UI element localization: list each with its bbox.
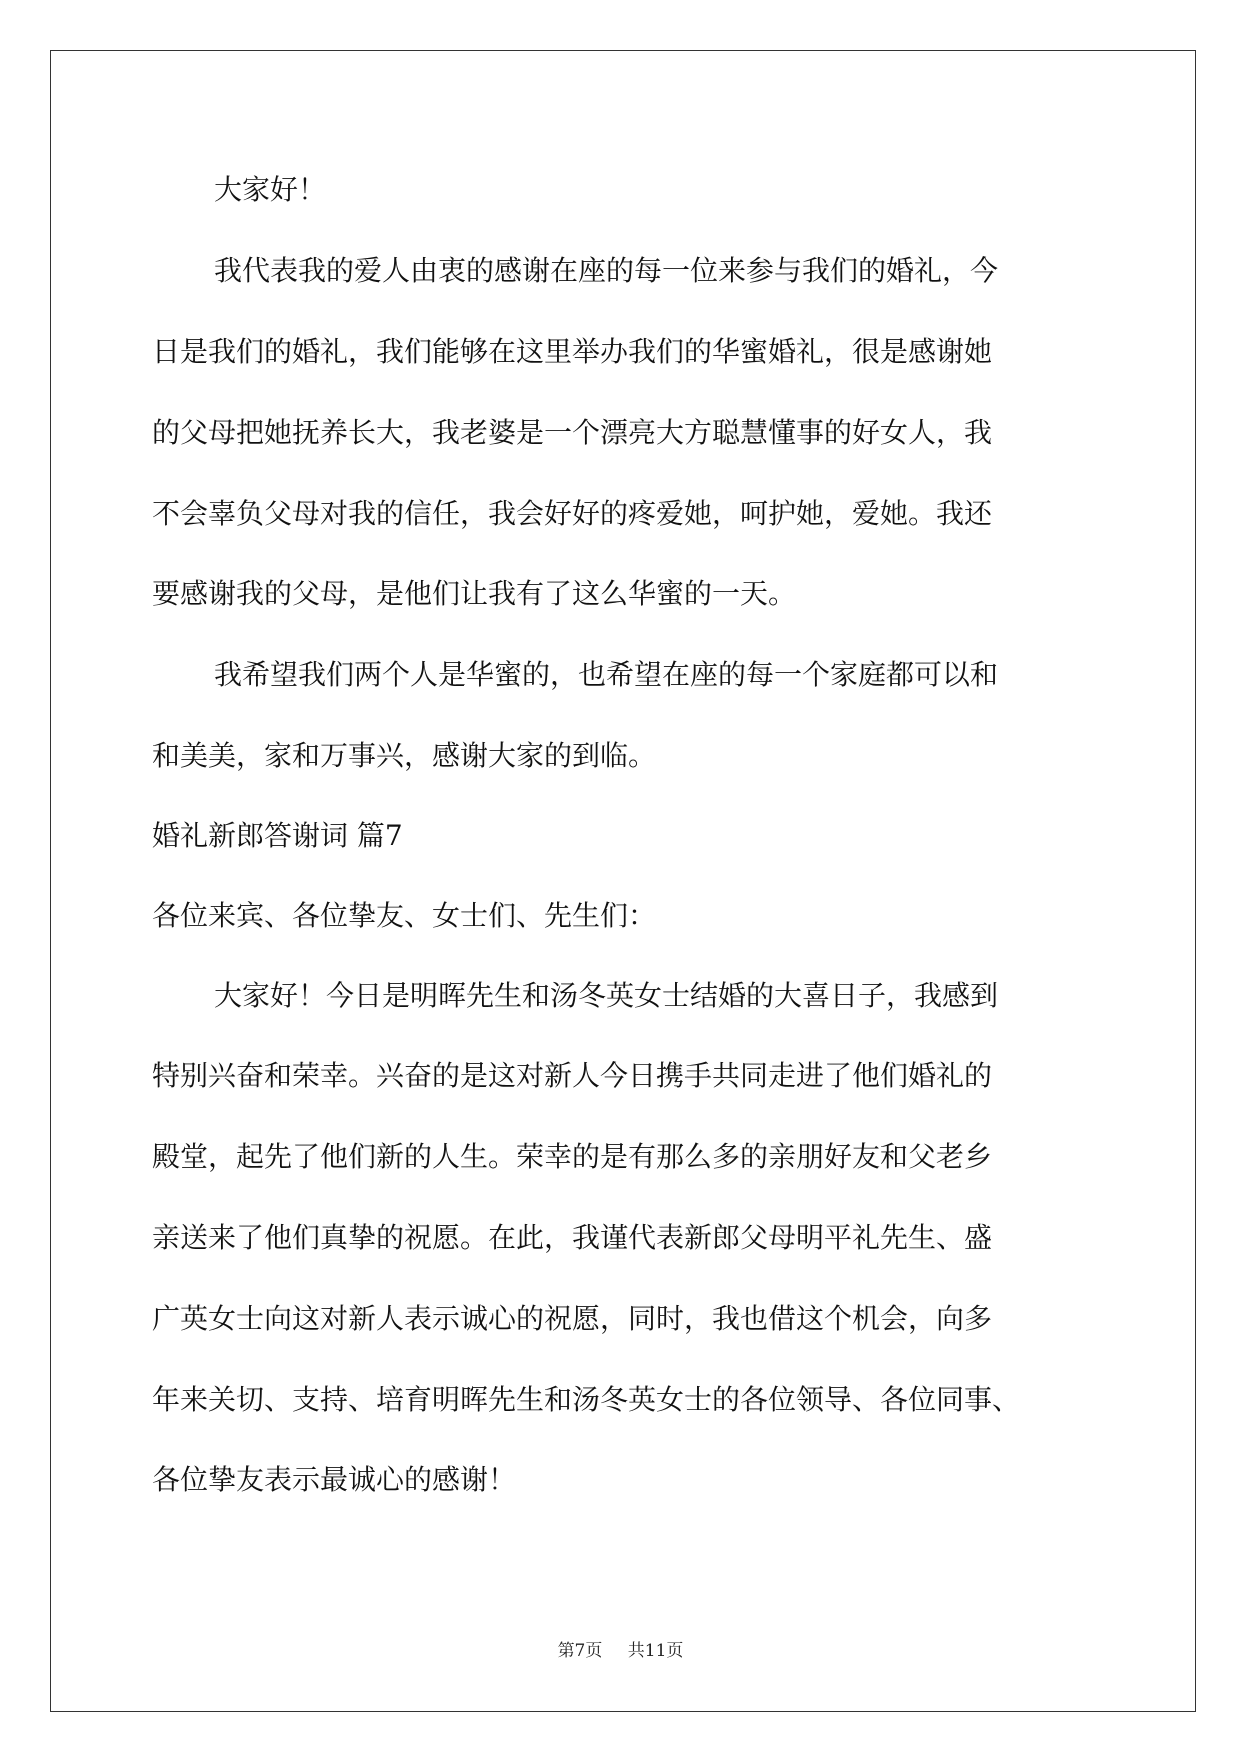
- paragraph-line: 日是我们的婚礼，我们能够在这里举办我们的华蜜婚礼，很是感谢她: [152, 335, 993, 368]
- paragraph-line: 大家好！今日是明晖先生和汤冬英女士结婚的大喜日子，我感到: [214, 979, 999, 1012]
- paragraph-line: 年来关切、支持、培育明晖先生和汤冬英女士的各位领导、各位同事、: [152, 1383, 1021, 1416]
- paragraph-line: 殿堂，起先了他们新的人生。荣幸的是有那么多的亲朋好友和父老乡: [152, 1140, 993, 1173]
- paragraph-line: 和美美，家和万事兴，感谢大家的到临。: [152, 739, 657, 772]
- paragraph-greeting: 大家好！: [214, 173, 327, 206]
- paragraph-line: 我希望我们两个人是华蜜的，也希望在座的每一个家庭都可以和: [214, 658, 999, 691]
- paragraph-line: 广英女士向这对新人表示诚心的祝愿，同时，我也借这个机会，向多: [152, 1302, 993, 1335]
- salutation: 各位来宾、各位挚友、女士们、先生们：: [152, 899, 657, 932]
- paragraph-line: 各位挚友表示最诚心的感谢！: [152, 1463, 517, 1496]
- page-total: 共11页: [627, 1641, 684, 1661]
- page-footer: [0, 1636, 1241, 1661]
- page-number: 第7页: [557, 1641, 603, 1661]
- paragraph-line: 亲送来了他们真挚的祝愿。在此，我谨代表新郎父母明平礼先生、盛: [152, 1221, 993, 1254]
- paragraph-line: 我代表我的爱人由衷的感谢在座的每一位来参与我们的婚礼，今: [214, 254, 999, 287]
- paragraph-line: 特别兴奋和荣幸。兴奋的是这对新人今日携手共同走进了他们婚礼的: [152, 1059, 993, 1092]
- paragraph-line: 要感谢我的父母，是他们让我有了这么华蜜的一天。: [152, 577, 797, 610]
- section-heading: 婚礼新郎答谢词 篇7: [152, 819, 403, 852]
- paragraph-line: 不会辜负父母对我的信任，我会好好的疼爱她，呵护她，爱她。我还: [152, 497, 993, 530]
- paragraph-line: 的父母把她抚养长大，我老婆是一个漂亮大方聪慧懂事的好女人，我: [152, 416, 993, 449]
